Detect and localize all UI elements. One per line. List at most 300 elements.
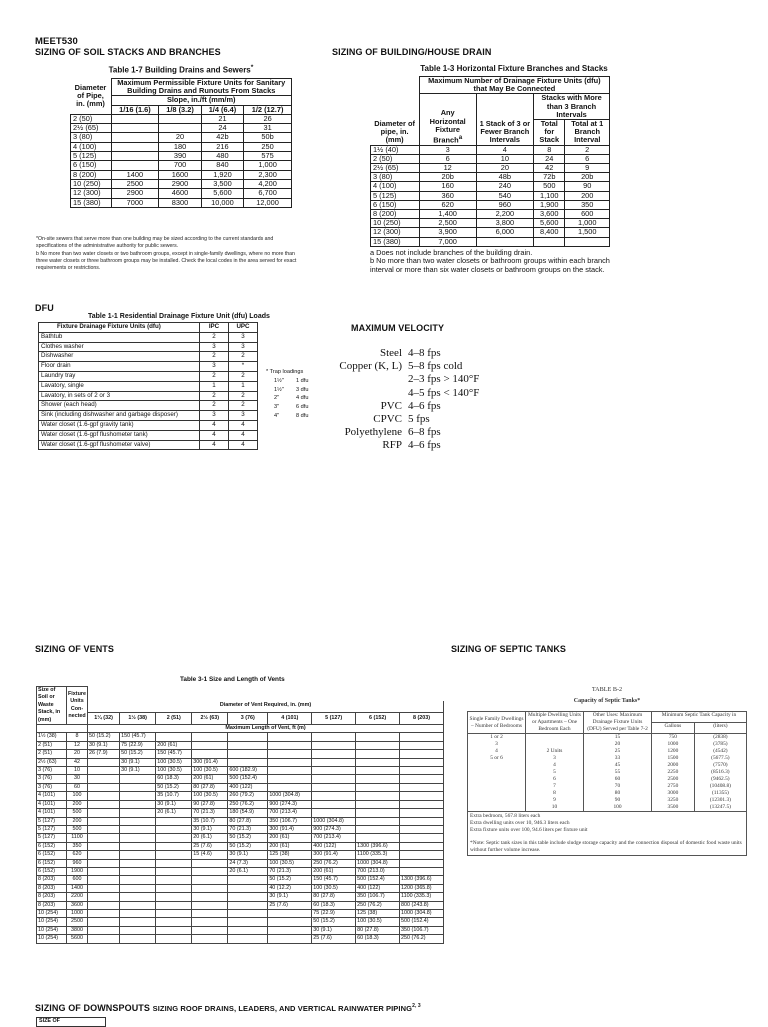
cell: 250 (76.2) [312,859,356,867]
cell [356,800,400,808]
table-row [37,876,444,884]
table-1-3-title: Table 1-3 Horizontal Fixture Branches and Stacks [420,64,608,73]
tb2-value: 33 [614,755,621,761]
t31-col-length: Maximum Length of Vent, ft (m) [88,725,444,733]
t17-col-max: Maximum Permissible Fixture Units for Sanitary Building Drains and Runouts From Stacks [111,78,292,96]
cell: 4,200 [244,179,292,188]
cell [534,237,565,246]
tb2-value: 3 [553,755,556,761]
cell [88,851,120,859]
cell [156,733,192,741]
row-label: 8 (203) [37,876,67,884]
tb2-value: 7 [553,783,556,789]
table-row [371,210,610,219]
cell: 80 (27.8) [356,926,400,934]
table-1-1 [38,322,258,450]
cell [111,133,159,142]
trap-size: 3" [274,404,280,411]
tb2-value: 4 [495,748,498,754]
cell: 25 (7.6) [192,842,228,850]
cell: 350 (106.7) [356,893,400,901]
cell: 700 (213.4) [312,834,356,842]
tb2-extra-notes: Extra bedroom, 567.8 liters each Extra dwelling units over 10, 946.3 liters each Extra fixture units over 100, 94.6 liters per fixture unit *Note: Septic tank sizes in this table include sludge storage capacity and the connection disposal of domestic food waste units without further volume increase. [467,812,747,856]
cell: 1 [200,381,229,391]
t31-col-vent-size: 2½ (63) [192,712,228,724]
trap-load: 3 dfu [296,386,309,393]
cell [192,918,228,926]
cell: 350 [565,200,610,209]
cell: 125 (38) [268,851,312,859]
cell: 2 [229,391,258,401]
table-row [37,867,444,875]
row-label: Dishwasher [39,352,200,362]
downspouts-subtitle: SIZING ROOF DRAINS, LEADERS, AND VERTICAL RAINWATER PIPING [152,1004,413,1013]
velocity-material [290,387,408,400]
cell [312,758,356,766]
cell [228,893,268,901]
table-row [371,191,610,200]
row-label: 6 (152) [37,867,67,875]
cell: 700 (213.4) [268,809,312,817]
row-label: Lavatory, in sets of 2 or 3 [39,391,200,401]
table-row [37,800,444,808]
cell: 8,400 [534,228,565,237]
row-label: Water closet (1.6-gpf gravity tank) [39,420,200,430]
cell: 620 [419,200,476,209]
table-row [37,859,444,867]
tb2-value: 9 [553,797,556,803]
cell: 840 [201,161,243,170]
cell: 30 (9.1) [156,800,192,808]
cell [88,834,120,842]
cell: 100 (30.5) [312,884,356,892]
cell [120,809,156,817]
table-row [371,200,610,209]
cell [192,926,228,934]
cell: 100 (30.5) [192,792,228,800]
cell [312,800,356,808]
row-label: 1½ (38) [37,733,67,741]
table-row [37,926,444,934]
cell [268,918,312,926]
cell: 1000 (304.8) [312,817,356,825]
cell: 60 (18.3) [156,775,192,783]
row-label: 8 (203) [37,901,67,909]
t17-note-a: *On-site sewers that serve more than one building may be sized according to the current standards and specifications of the administrative authority for public sewers. [36,236,274,249]
row-label: 6 (152) [37,842,67,850]
cell [159,114,201,123]
tb2-bedrooms-values [468,734,526,812]
velocity-material: CPVC [373,413,402,426]
cell: 6 [419,154,476,163]
tb2-value [469,790,524,797]
cell: 1200 (365.8) [400,884,444,892]
table-row [37,825,444,833]
cell: 5,600 [534,219,565,228]
row-label: 2 (51) [37,741,67,749]
cell: 2500 [67,918,88,926]
cell [111,152,159,161]
tb2-dfu-values [584,734,652,812]
tb2-col-bedrooms: Single Family Dwellings – Number of Bedrooms [468,712,526,734]
t13-col-max: Maximum Number of Drainage Fixture Units (dfu) that May Be Connected [419,77,609,94]
cell [156,876,192,884]
cell: 8 [534,145,565,154]
row-label: 6 (152) [37,851,67,859]
cell: 3,500 [201,179,243,188]
cell [156,935,192,943]
cell [120,918,156,926]
cell: 2 [200,401,229,411]
tb2-value: 1 or 2 [490,734,503,740]
cell [88,859,120,867]
cell [356,825,400,833]
cell [88,876,120,884]
tb2-value: 55 [614,769,621,775]
table-row [37,935,444,943]
cell: 400 (122) [356,884,400,892]
cell: 300 (91.4) [268,825,312,833]
cell: 1,500 [565,228,610,237]
table-row [371,145,610,154]
table-row [39,391,258,401]
row-label: Sink (including dishwasher and garbage disposer) [39,411,200,421]
cell [192,741,228,749]
t17-col-slope-value: 1/4 (6.4) [201,105,243,114]
trap-load: 4 dfu [296,395,309,402]
cell: 260 (79.2) [228,792,268,800]
cell [400,800,444,808]
t13-col-total: Total for Stack [534,120,565,146]
table-3-1-title: Table 3-1 Size and Length of Vents [180,676,285,683]
cell: 800 (243.8) [400,901,444,909]
table-row [37,809,444,817]
cell [88,867,120,875]
cell: 480 [201,152,243,161]
table-row [37,834,444,842]
cell [120,884,156,892]
cell: 600 [565,210,610,219]
t13-col-diameter: Diameter of pipe, in. (mm) [371,77,420,146]
cell: 3,600 [534,210,565,219]
cell: 2,200 [476,210,533,219]
cell [268,741,312,749]
t31-col-vent-size: 8 (203) [400,712,444,724]
cell: 24 [534,154,565,163]
cell: 48b [476,173,533,182]
cell [228,901,268,909]
table-row [39,411,258,421]
velocity-row [290,373,479,386]
cell [88,842,120,850]
cell [88,825,120,833]
tb2-value: 15 [614,734,621,740]
tb2-value: 10 [551,804,558,810]
cell [356,792,400,800]
tb2-value: 100 [613,804,622,810]
cell [312,767,356,775]
cell: 5,600 [201,189,243,198]
cell [400,809,444,817]
table-row [37,758,444,766]
tb2-value: 25 [614,748,621,754]
cell [228,876,268,884]
cell [156,893,192,901]
cell [120,800,156,808]
t11-col-upc: UPC [229,323,258,333]
velocity-material: Steel [380,347,402,359]
tb2-liters-values [694,734,746,812]
cell: 50 (15.2) [228,842,268,850]
cell: 40 (12.2) [268,884,312,892]
cell: 24 (7.3) [228,859,268,867]
t31-col-vent-size: 3 (76) [228,712,268,724]
cell: 4 [476,145,533,154]
cell [312,733,356,741]
cell [120,783,156,791]
row-label: 5 (127) [37,825,67,833]
cell: 50 (15.2) [156,783,192,791]
cell: 150 (45.7) [120,733,156,741]
cell [312,750,356,758]
heading-building-drain: SIZING OF BUILDING/HOUSE DRAIN [332,47,492,57]
cell [312,783,356,791]
cell [228,909,268,917]
row-label: 6 (150) [71,161,112,170]
row-label: 2½ (63) [37,758,67,766]
cell: 1,000 [565,219,610,228]
cell: 500 (152.4) [356,876,400,884]
cell [120,792,156,800]
cell: 300 (91.4) [192,758,228,766]
cell [156,817,192,825]
cell: 12 [67,741,88,749]
cell: 1900 [67,867,88,875]
cell: 2900 [111,189,159,198]
table-row [371,237,610,246]
cell [356,783,400,791]
row-label: 2½ (65) [371,164,420,173]
velocity-material: PVC [380,399,402,412]
cell: * [229,362,258,372]
trap-load: 6 dfu [296,404,309,411]
cell [88,918,120,926]
cell [120,842,156,850]
tb2-value: 2000 [667,762,679,768]
trap-loadings-title: * Trap loadings [266,369,304,375]
t31-col-vent-size: 1½ (38) [120,712,156,724]
cell [228,884,268,892]
cell: 6,000 [476,228,533,237]
table-row [37,817,444,825]
cell [156,909,192,917]
tb2-value: (5677.5) [711,755,730,761]
t13-note-a: a Does not include branches of the building drain. [370,247,533,257]
tb2-value: 1500 [667,755,679,761]
cell: 350 (106.7) [268,817,312,825]
tb2-value: (10408.8) [709,783,731,789]
t31-col-vent-size: 4 (101) [268,712,312,724]
cell [111,124,159,133]
cell [228,935,268,943]
cell: 1600 [159,170,201,179]
cell [228,926,268,934]
cell: 8300 [159,198,201,207]
cell: 100 [67,792,88,800]
trap-size: 4" [274,412,280,419]
t11-col-ipc: IPC [200,323,229,333]
tb2-col-capacity: Minimum Septic Tank Capacity in [652,712,747,723]
row-label: 4 (101) [37,809,67,817]
cell: 70 (21.3) [192,809,228,817]
cell: 30 (9.1) [268,893,312,901]
table-row [71,114,292,123]
cell: 960 [476,200,533,209]
heading-vents: SIZING OF VENTS [35,644,115,654]
cell: 1400 [67,884,88,892]
cell [192,893,228,901]
cell [120,876,156,884]
heading-septic: SIZING OF SEPTIC TANKS [451,644,567,654]
velocity-value: 5 fps [408,413,430,426]
cell: 1300 (396.6) [356,842,400,850]
cell [156,926,192,934]
cell: 30 (9.1) [228,851,268,859]
cell [192,750,228,758]
cell: 21 [201,114,243,123]
cell: 4600 [159,189,201,198]
tb2-value: 1000 [667,741,679,747]
cell: 3 [200,411,229,421]
row-label: 10 (254) [37,918,67,926]
table-row [39,381,258,391]
table-1-1-title: Table 1-1 Residential Drainage Fixture Unit (dfu) Loads [88,313,270,320]
cell: 350 [67,842,88,850]
table-row [371,154,610,163]
table-row [371,219,610,228]
row-label: Shower (each head) [39,401,200,411]
tb2-units-values [526,734,584,812]
cell: 3 [419,145,476,154]
cell: 600 (182.9) [228,767,268,775]
table-row [37,851,444,859]
row-label: Water closet (1.6-gpf flushometer tank) [39,430,200,440]
row-label: 6 (150) [371,200,420,209]
cell [268,783,312,791]
cell: 30 [67,775,88,783]
cell: 70 (21.3) [228,825,268,833]
cell [565,237,610,246]
cell: 3600 [67,901,88,909]
table-b-2-title: Capacity of Septic Tanks* [573,698,641,704]
tb2-value: 3 [495,741,498,747]
cell: 20 (6.1) [228,867,268,875]
table-1-3-block [370,64,640,275]
cell: 500 [534,182,565,191]
cell: 200 (61) [156,741,192,749]
cell: 26 [244,114,292,123]
cell: 1,900 [534,200,565,209]
tb2-value: 90 [614,797,621,803]
cell [111,114,159,123]
cell: 3,900 [419,228,476,237]
tb2-value: (9462.5) [711,776,730,782]
cell: 42 [534,164,565,173]
cell [120,867,156,875]
t11-col-fixture: Fixture Drainage Fixture Units (dfu) [39,323,200,333]
cell [356,758,400,766]
cell: 700 (213.0) [356,867,400,875]
cell: 7000 [111,198,159,207]
table-3-1 [36,686,444,944]
cell [156,842,192,850]
table-row [39,371,258,381]
cell: 216 [201,142,243,151]
cell: 160 [419,182,476,191]
cell: 300 (91.4) [312,851,356,859]
tb2-col-dfu: Other Uses: Maximum Drainage Fixture Units (DFU) Served per Table 7-2 [584,712,652,734]
cell: 540 [476,191,533,200]
velocity-value: 4–8 fps [408,347,441,359]
cell [192,909,228,917]
tb2-value: (8516.3) [711,769,730,775]
cell [192,859,228,867]
row-label: 5 (125) [371,191,420,200]
tb2-value: 60 [614,776,621,782]
cell [356,750,400,758]
tb2-value: 80 [614,790,621,796]
row-label: 4 (100) [371,182,420,191]
velocity-material [290,373,408,386]
trap-load: 8 dfu [296,412,309,419]
table-row [37,909,444,917]
cell: 12 [419,164,476,173]
row-label: 2 (50) [71,114,112,123]
tb2-value [469,769,524,776]
cell: 3 [229,332,258,342]
cell [156,918,192,926]
cell: 4 [200,420,229,430]
t31-col-vent-size: 6 (152) [356,712,400,724]
cell [268,926,312,934]
t17-col-slope: Slope, in./ft (mm/m) [111,96,292,105]
cell [356,817,400,825]
cell: 60 [67,783,88,791]
cell: 2 [229,352,258,362]
cell [88,792,120,800]
velocity-row [290,347,479,360]
velocity-row [290,360,479,373]
cell [111,161,159,170]
table-row [37,741,444,749]
tb2-value: 5 or 6 [490,755,503,761]
cell [192,935,228,943]
cell [400,758,444,766]
tb2-value: 3500 [667,804,679,810]
cell [356,775,400,783]
cell: 8 [67,733,88,741]
tb2-col-units: Multiple Dwelling Units or Apartments – One Bedroom Each [526,712,584,734]
tb2-value: 2500 [667,776,679,782]
cell: 4 [200,440,229,450]
row-label: 2 (50) [371,154,420,163]
cell: 15 (4.6) [192,851,228,859]
row-label: Floor drain [39,362,200,372]
cell [400,783,444,791]
cell [88,935,120,943]
cell: 10 [476,154,533,163]
tb2-value [527,741,582,748]
